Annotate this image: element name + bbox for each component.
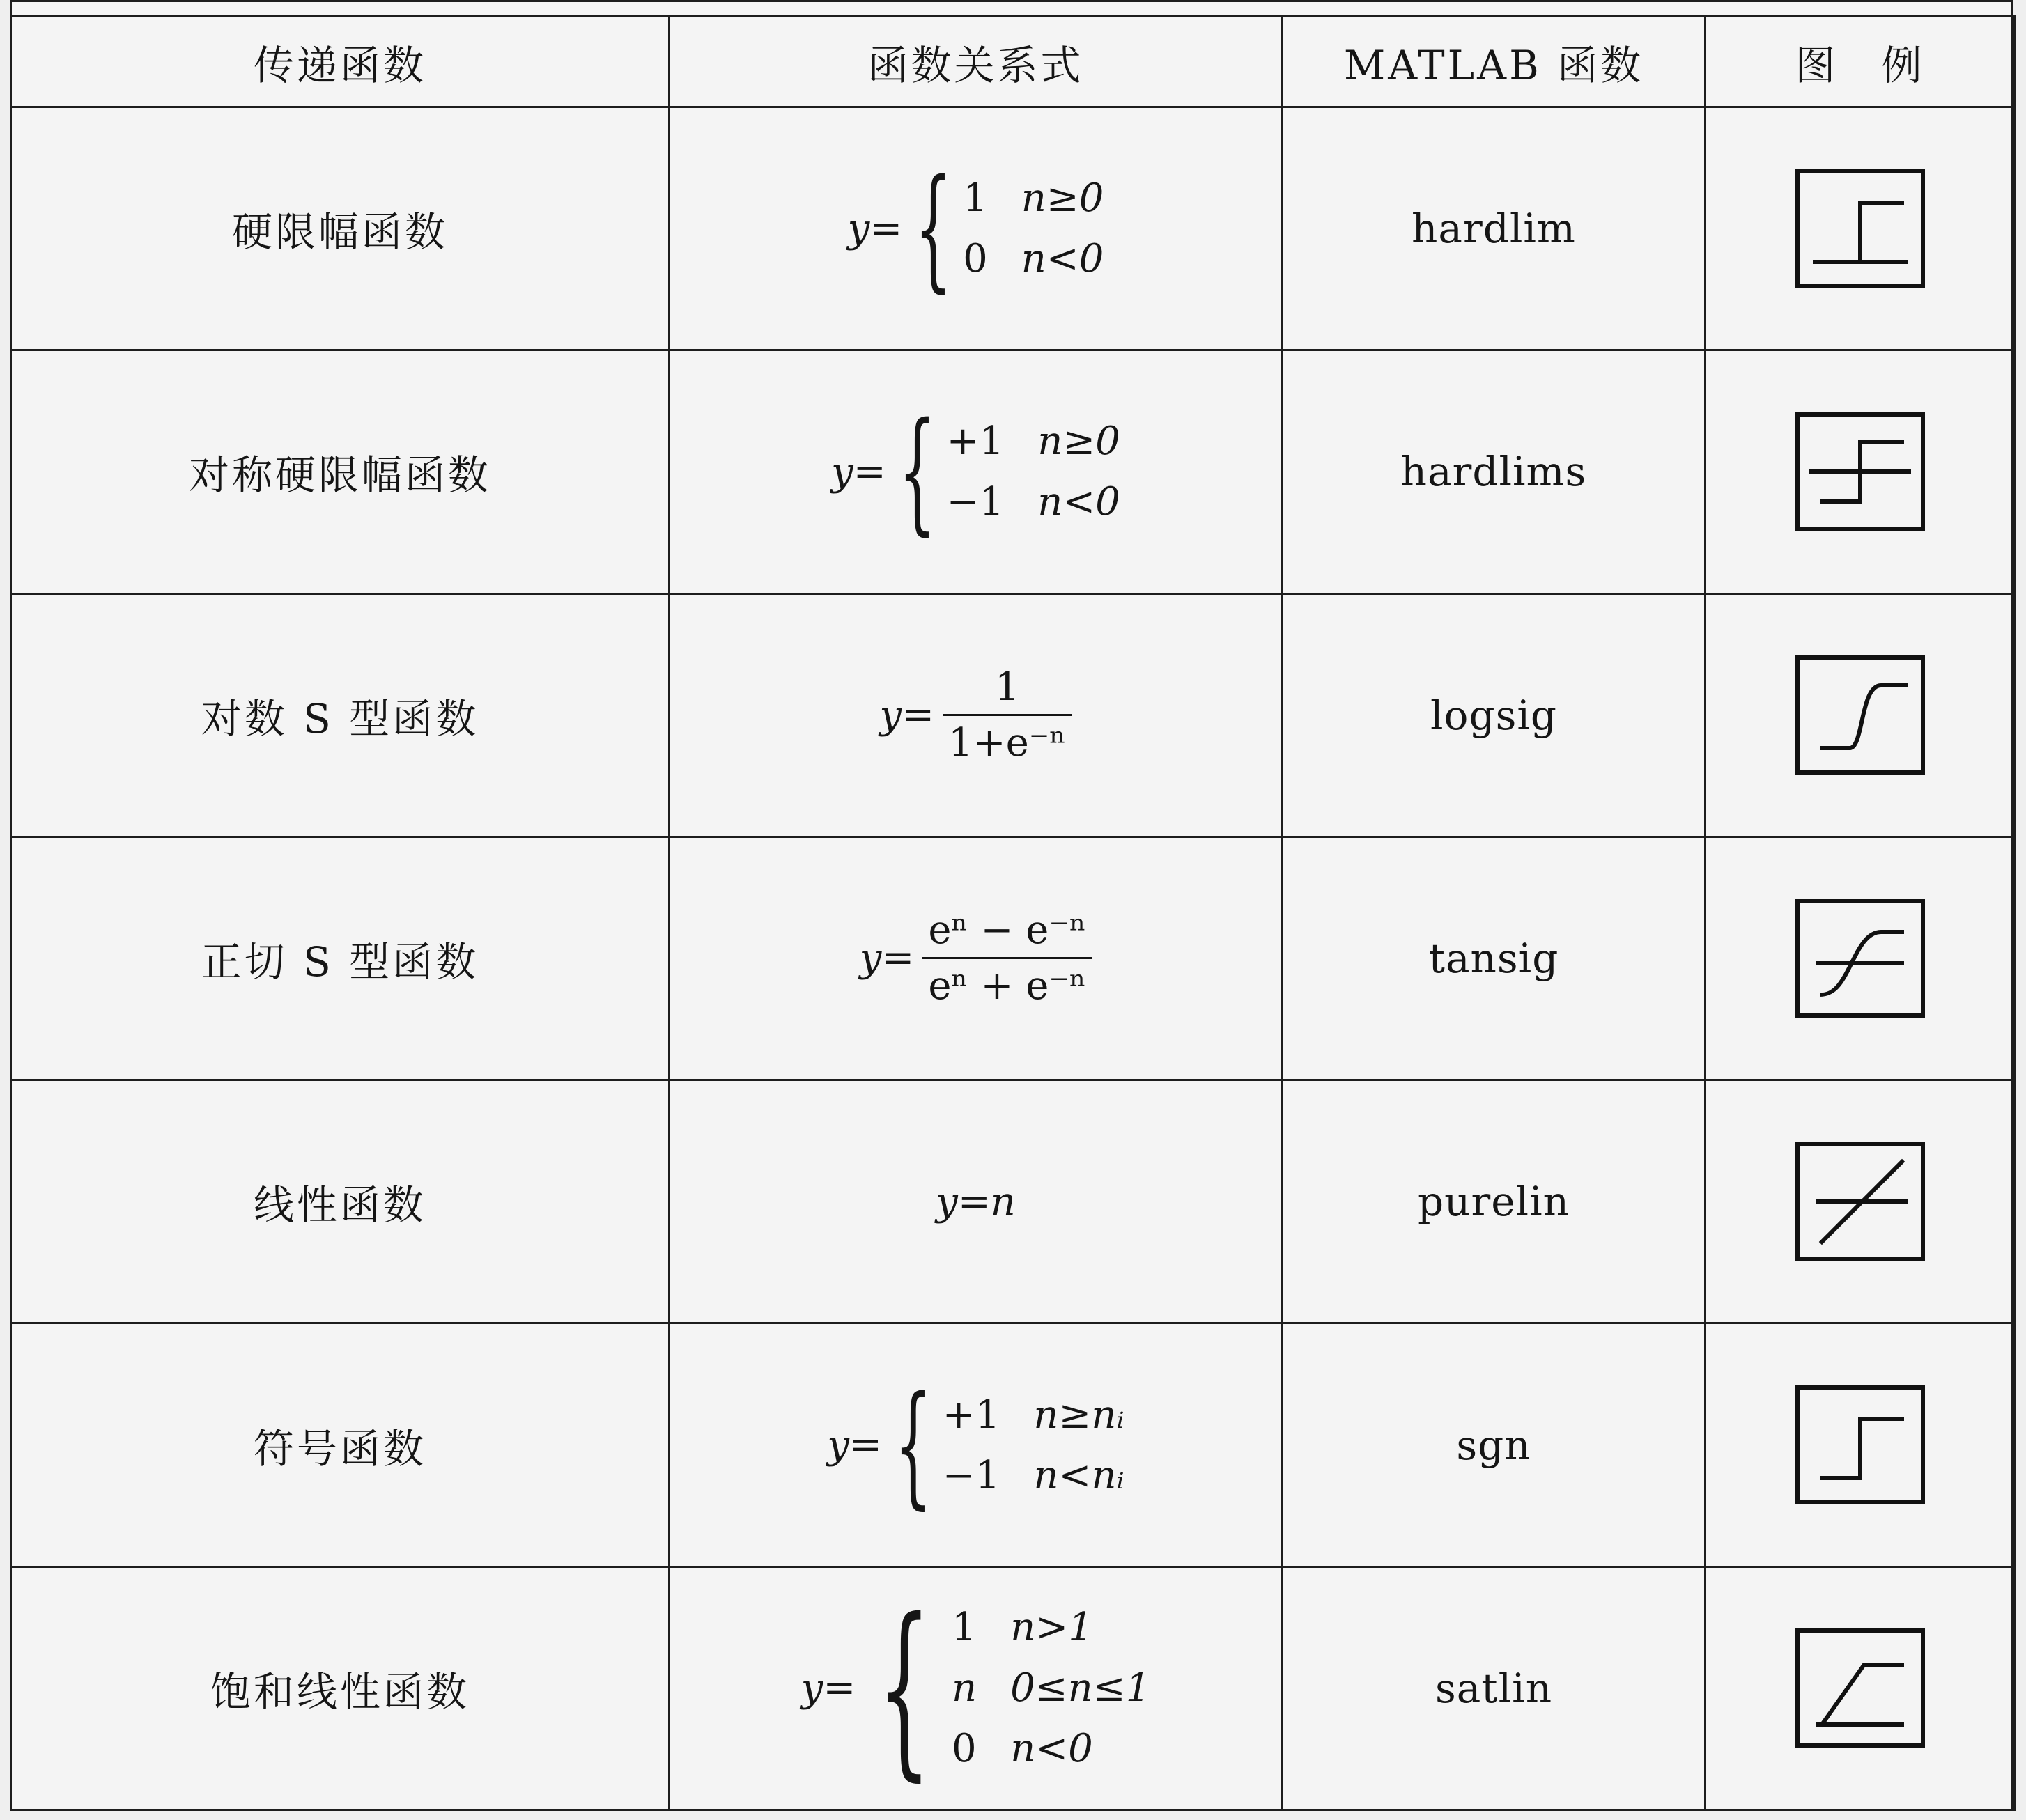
case-value: +1 bbox=[946, 419, 1005, 465]
function-name: 线性函数 bbox=[11, 1080, 670, 1323]
case-value: 1 bbox=[952, 1605, 977, 1651]
case-value: +1 bbox=[942, 1392, 1000, 1438]
table-row bbox=[11, 1566, 2015, 1810]
formula bbox=[827, 1367, 1124, 1522]
header-legend: 图 例 bbox=[1706, 17, 2015, 107]
case-condition: n≥0 bbox=[1037, 419, 1120, 465]
formula-lhs: y= bbox=[879, 692, 935, 738]
fraction-denominator: eⁿ + e⁻ⁿ bbox=[922, 957, 1092, 1009]
function-name: 对数 S 型函数 bbox=[11, 593, 670, 837]
formula-cases bbox=[963, 176, 1104, 281]
formula bbox=[847, 151, 1104, 306]
table-row bbox=[11, 350, 2015, 593]
legend-cell bbox=[1706, 1323, 2015, 1566]
formula-lhs: y= bbox=[847, 205, 903, 251]
formula-cell bbox=[670, 837, 1283, 1080]
log-sigmoid-icon bbox=[1791, 651, 1930, 779]
fraction-denominator: 1+e⁻ⁿ bbox=[943, 714, 1072, 765]
legend-cell bbox=[1706, 350, 2015, 593]
table-row bbox=[11, 1323, 2015, 1566]
case-condition: n≥0 bbox=[1021, 176, 1104, 221]
function-name: 符号函数 bbox=[11, 1323, 670, 1566]
formula-cases bbox=[947, 419, 1120, 524]
brace-glyph: { bbox=[894, 1367, 932, 1522]
header-matlab-function: MATLAB 函数 bbox=[1283, 17, 1706, 107]
formula-fraction bbox=[922, 908, 1092, 1009]
formula bbox=[879, 664, 1072, 765]
case-value: −1 bbox=[942, 1452, 1000, 1498]
formula bbox=[831, 394, 1120, 549]
formula-lhs: y= bbox=[831, 449, 886, 495]
function-name: 正切 S 型函数 bbox=[11, 837, 670, 1080]
brace-glyph: { bbox=[877, 1578, 931, 1798]
function-name: 饱和线性函数 bbox=[11, 1566, 670, 1810]
case-condition: n≥nᵢ bbox=[1033, 1392, 1124, 1438]
formula-cell bbox=[670, 1323, 1283, 1566]
case-value: n bbox=[952, 1665, 977, 1711]
legend-cell bbox=[1706, 107, 2015, 350]
formula-cases bbox=[943, 1392, 1124, 1498]
case-value: 1 bbox=[963, 176, 988, 221]
sign-step-icon bbox=[1791, 1380, 1930, 1509]
function-name: 硬限幅函数 bbox=[11, 107, 670, 350]
matlab-function: logsig bbox=[1283, 593, 1706, 837]
formula-fraction bbox=[943, 664, 1072, 765]
table-row bbox=[11, 107, 2015, 350]
formula bbox=[860, 908, 1092, 1009]
transfer-function-table bbox=[10, 15, 2016, 1811]
header-row bbox=[11, 17, 2015, 107]
brace-glyph: { bbox=[897, 394, 936, 549]
function-name: 对称硬限幅函数 bbox=[11, 350, 670, 593]
table-row bbox=[11, 593, 2015, 837]
matlab-function: satlin bbox=[1283, 1566, 1706, 1810]
step-icon bbox=[1791, 164, 1930, 293]
formula-cell bbox=[670, 593, 1283, 837]
formula-cell bbox=[670, 1566, 1283, 1810]
header-transfer-function: 传递函数 bbox=[11, 17, 670, 107]
matlab-function: tansig bbox=[1283, 837, 1706, 1080]
formula-cell bbox=[670, 107, 1283, 350]
case-value: 0 bbox=[952, 1726, 977, 1772]
matlab-function: sgn bbox=[1283, 1323, 1706, 1566]
case-condition: n<0 bbox=[1010, 1726, 1093, 1772]
case-value: 0 bbox=[963, 236, 988, 282]
symmetric-step-icon bbox=[1791, 407, 1930, 536]
formula-cell bbox=[670, 1080, 1283, 1323]
case-condition: n<nᵢ bbox=[1033, 1452, 1124, 1498]
formula-lhs: y= bbox=[859, 935, 915, 981]
case-value: −1 bbox=[946, 479, 1005, 525]
case-condition: 0≤n≤1 bbox=[1010, 1665, 1151, 1711]
fraction-numerator: 1 bbox=[994, 664, 1020, 710]
matlab-function: hardlims bbox=[1283, 350, 1706, 593]
saturating-linear-icon bbox=[1791, 1624, 1930, 1752]
legend-cell bbox=[1706, 837, 2015, 1080]
legend-cell bbox=[1706, 1566, 2015, 1810]
formula-cell bbox=[670, 350, 1283, 593]
formula-text: y=n bbox=[936, 1179, 1016, 1224]
table-row bbox=[11, 837, 2015, 1080]
legend-cell bbox=[1706, 593, 2015, 837]
case-condition: n>1 bbox=[1010, 1605, 1093, 1651]
formula-cases bbox=[952, 1605, 1150, 1771]
linear-icon bbox=[1791, 1137, 1930, 1266]
brace-glyph: { bbox=[914, 151, 952, 306]
case-condition: n<0 bbox=[1037, 479, 1120, 525]
table-row bbox=[11, 1080, 2015, 1323]
header-formula: 函数关系式 bbox=[670, 17, 1283, 107]
formula bbox=[801, 1578, 1151, 1798]
fraction-numerator: eⁿ − e⁻ⁿ bbox=[928, 908, 1087, 954]
tan-sigmoid-icon bbox=[1791, 894, 1930, 1022]
formula-lhs: y= bbox=[801, 1665, 856, 1711]
matlab-function: hardlim bbox=[1283, 107, 1706, 350]
formula-lhs: y= bbox=[827, 1422, 882, 1468]
case-condition: n<0 bbox=[1021, 236, 1104, 282]
legend-cell bbox=[1706, 1080, 2015, 1323]
matlab-function: purelin bbox=[1283, 1080, 1706, 1323]
